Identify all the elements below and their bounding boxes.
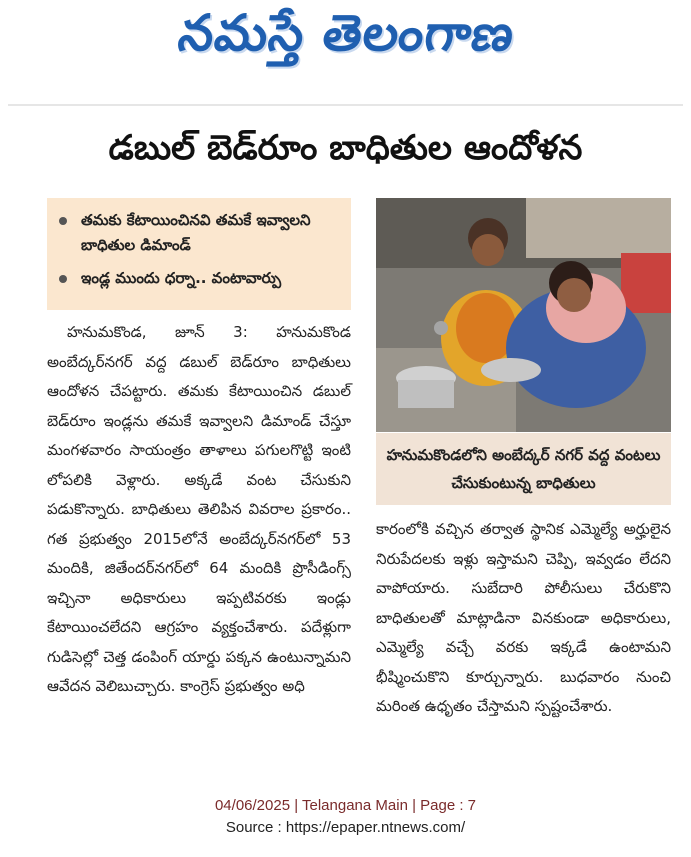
- article-body-right: [376, 515, 671, 722]
- article-body-left: [47, 318, 351, 702]
- source-link[interactable]: Source : https://epaper.ntnews.com/: [225, 819, 466, 836]
- page-footer: [0, 795, 691, 839]
- body-paragraph: కారంలోకి వచ్చిన తర్వాత స్థానిక ఎమ్మెల్యే అర్హులైన నిరుపేదలకు ఇళ్లు ఇస్తామని చెప్పి, ఇవ్వడం లేదని వాపోయారు. సుబేదారి పోలీసులు చేరుకొని బాధితులతో మాట్లాడినా వినకుండా అధికారులు, ఎమ్మెల్యే వచ్చే వరకు ఇక్కడే ఉంటామని భీష్మించుకొని కూర్చున్నారు. బుధవారం నుంచి మరింత ఉధృతం చేస్తామని స్పష్టంచేశారు.: [376, 520, 671, 715]
- highlight-list: [47, 198, 351, 291]
- news-photo: [376, 198, 671, 432]
- masthead-logo: [0, 0, 691, 80]
- photo-caption: హనుమకొండలోని అంబేద్కర్ నగర్ వద్ద వంటలు చేసుకుంటున్న బాధితులు: [376, 433, 671, 505]
- article-headline: డబుల్ బెడ్‌రూం బాధితుల ఆందోళన: [108, 128, 583, 168]
- photo-illustration: [376, 198, 671, 432]
- bullet-icon: [59, 275, 67, 283]
- body-paragraph: హనుమకొండ, జూన్ 3: హనుమకొండ అంబేద్కర్‌నగర్ వద్ద డబుల్ బెడ్‌రూం బాధితులు ఆందోళన చేపట్టారు. తమకు కేటాయించిన డబుల్ బెడ్‌రూం ఇండ్లను తమకే ఇవ్వాలని డిమాండ్ చేస్తూ మంగళవారం సాయంత్రం తాళాలు పగులగొట్టి ఇంటి లోపలికి వెళ్లారు. అక్కడే వంట చేసుకుని పడుకొన్నారు. బాధితులు తెలిపిన వివరాల ప్రకారం.. గత ప్రభుత్వం 2015లోనే అంబేద్కర్‌నగర్‌లో 53 మందికి, జితేందర్‌నగర్‌లో 64 మందికి ప్రొసీడింగ్స్ ఇచ్చినా అధికారులు ఇప్పటివరకు ఇండ్లు కేటాయించలేదని ఆగ్రహం వ్యక్తంచేశారు. పదేళ్లుగా గుడిసెల్లో చెత్త డంపింగ్ యార్డు పక్కన ఉంటున్నామని ఆవేదన వెలిబుచ్చారు. కాంగ్రెస్ ప్రభుత్వం అధి: [47, 323, 351, 695]
- divider: [8, 104, 683, 106]
- highlight-text: ఇండ్ల ముందు ధర్నా.. వంటావార్పు: [81, 269, 282, 287]
- bullet-icon: [59, 217, 67, 225]
- masthead-title: నమస్తే తెలంగాణ: [174, 4, 519, 62]
- highlight-text: తమకు కేటాయించినవి తమకే ఇవ్వాలని బాధితుల డిమాండ్: [81, 211, 311, 254]
- edition-info: 04/06/2025 | Telangana Main | Page : 7: [214, 797, 477, 814]
- highlight-item: [59, 266, 345, 291]
- highlight-item: [59, 208, 345, 258]
- highlight-box: [47, 198, 351, 310]
